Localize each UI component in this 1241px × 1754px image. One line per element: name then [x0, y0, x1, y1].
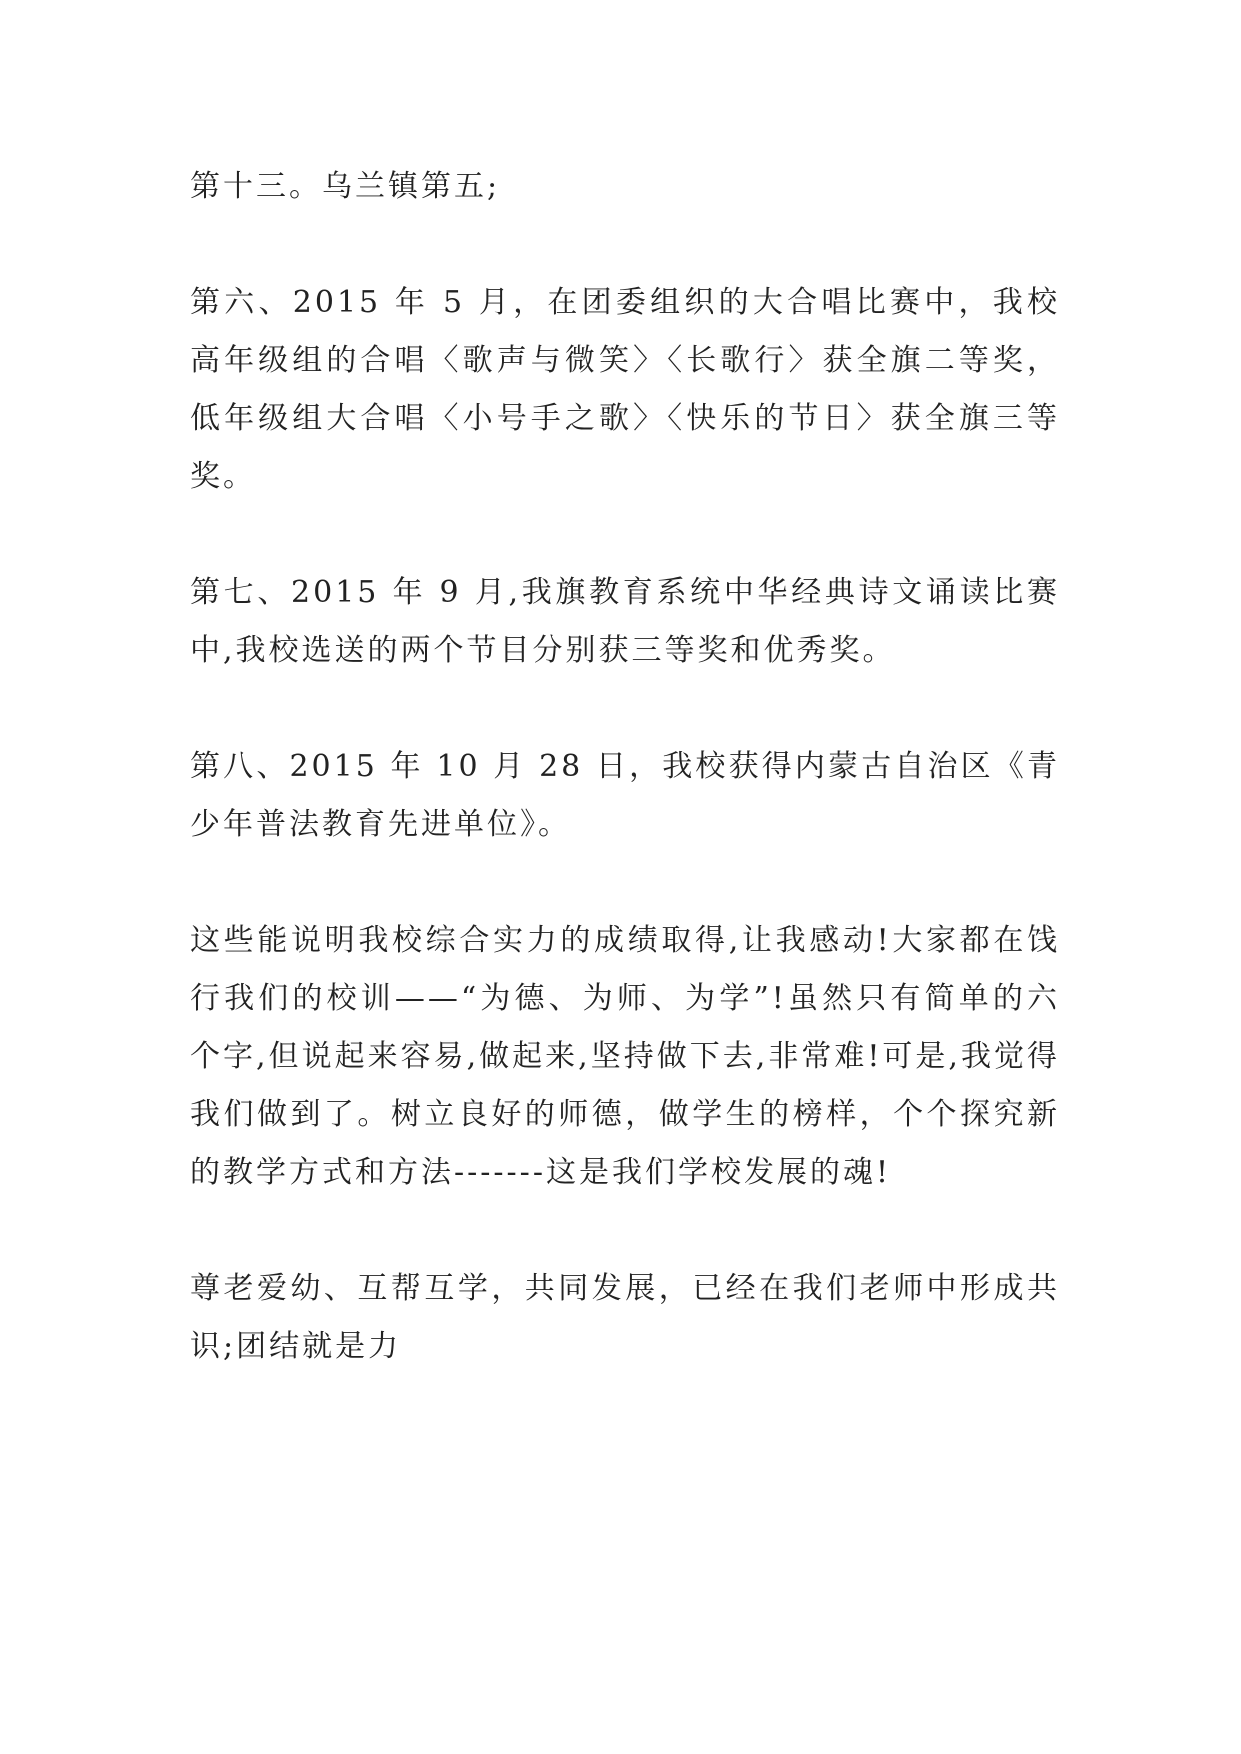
paragraph-6: 尊老爱幼、互帮互学，共同发展，已经在我们老师中形成共识;团结就是力 — [190, 1271, 1060, 1364]
paragraph-1: 第十三。乌兰镇第五; — [190, 169, 501, 204]
paragraph-5: 这些能说明我校综合实力的成绩取得,让我感动!大家都在饯行我们的校训——“为德、为师、为学”!虽然只有简单的六个字,但说起来容易,做起来,坚持做下去,非常难!可是,我觉得我们做到了。树立良好的师德，做学生的榜样，个个探究新的教学方式和方法-------这是我们学校发展的魂! — [190, 923, 1060, 1190]
paragraph-2: 第六、2015 年 5 月，在团委组织的大合唱比赛中，我校高年级组的合唱〈歌声与微笑〉〈长歌行〉获全旗二等奖，低年级组大合唱〈小号手之歌〉〈快乐的节日〉获全旗三等奖。 — [190, 285, 1060, 494]
paragraph-3: 第七、2015 年 9 月,我旗教育系统中华经典诗文诵读比赛中,我校选送的两个节目分别获三等奖和优秀奖。 — [190, 575, 1060, 668]
document-body — [190, 158, 1060, 1376]
paragraph-4: 第八、2015 年 10 月 28 日，我校获得内蒙古自治区《青少年普法教育先进单位》。 — [190, 749, 1060, 842]
